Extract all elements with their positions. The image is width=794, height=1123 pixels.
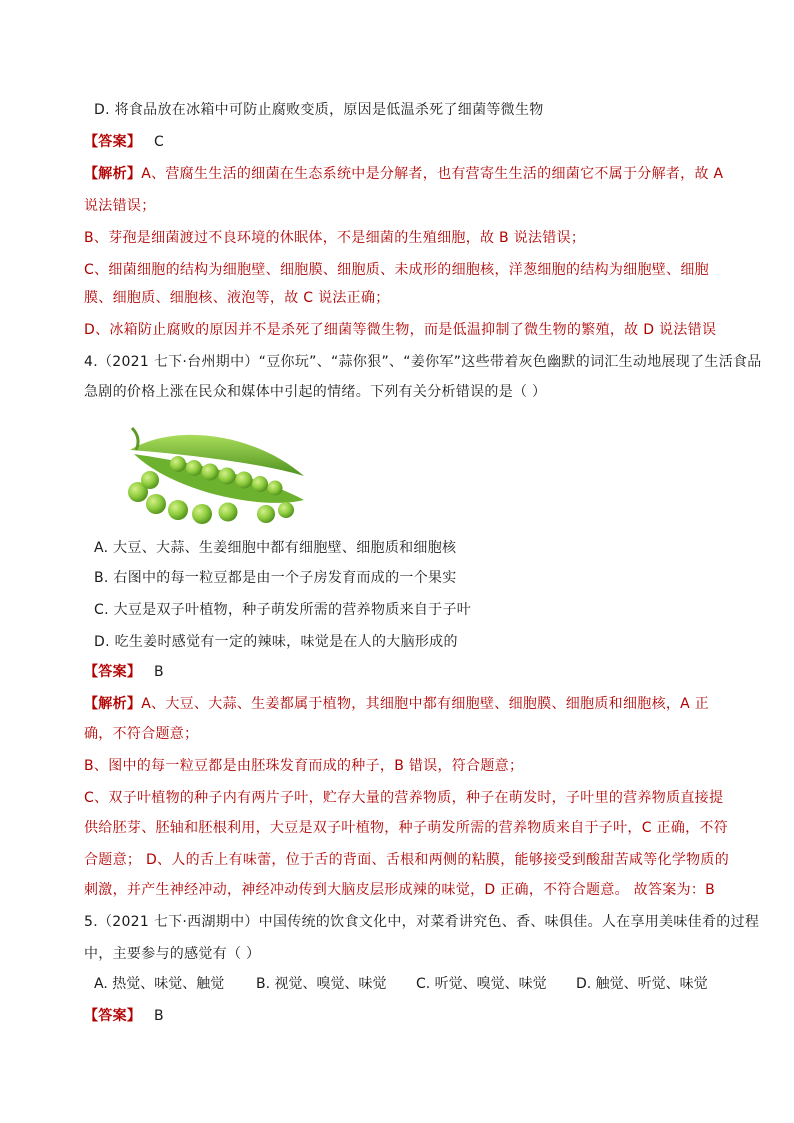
answer-value: C (153, 134, 165, 150)
q3-option-d: D. 将食品放在冰箱中可防止腐败变质，原因是低温杀死了细菌等微生物 (94, 102, 544, 118)
q5-answer (84, 1006, 164, 1026)
q3-analysis-line: B、芽孢是细菌渡过不良环境的休眠体，不是细菌的生殖细胞，故 B 说法错误； (84, 230, 586, 246)
q4-analysis-line: 供给胚芽、胚轴和胚根利用，大豆是双子叶植物，种子萌发所需的营养物质来自于子叶，C 正确，不符 (84, 820, 729, 836)
pea-pod-image (116, 414, 308, 526)
answer-value: B (153, 1008, 164, 1024)
q5-option-c: C. 听觉、嗅觉、味觉 (416, 976, 547, 992)
q3-analysis-line: 【解析】A、营腐生生活的细菌在生态系统中是分解者，也有营寄生生活的细菌它不属于分解者，故 A (84, 166, 724, 182)
q4-analysis-line: C、双子叶植物的种子内有两片子叶，贮存大量的营养物质，种子在萌发时，子叶里的营养物质直接提 (84, 790, 724, 806)
q5-option-d: D. 触觉、听觉、味觉 (576, 976, 708, 992)
q3-analysis-line: D、冰箱防止腐败的原因并不是杀死了细菌等微生物，而是低温抑制了微生物的繁殖，故 D 说法错误 (84, 322, 717, 338)
q4-analysis-line: 合题意； D、人的舌上有味蕾，位于舌的背面、舌根和两侧的粘膜，能够接受到酸甜苦咸等化学物质的 (84, 852, 730, 868)
q4-option-a: A. 大豆、大蒜、生姜细胞中都有细胞壁、细胞质和细胞核 (94, 540, 457, 556)
q4-option-c: C. 大豆是双子叶植物，种子萌发所需的营养物质来自于子叶 (94, 602, 472, 618)
q5-option-b: B. 视觉、嗅觉、味觉 (256, 976, 387, 992)
q4-analysis-line: B、图中的每一粒豆都是由胚珠发育而成的种子，B 错误，符合题意； (84, 758, 524, 774)
answer-value: B (153, 664, 164, 680)
answer-tag: 【答案】 (84, 1008, 142, 1024)
q4-analysis-line: 刺激，并产生神经冲动，神经冲动传到大脑皮层形成辣的味觉，D 正确，不符合题意。 故答案为：B (84, 882, 716, 898)
q3-answer (84, 132, 164, 152)
q5-stem-line: 5.（2021 七下·西湖期中）中国传统的饮食文化中，对菜肴讲究色、香、味俱佳。人在享用美味佳肴的过程 (84, 914, 760, 930)
analysis-tag: 【解析】 (84, 696, 142, 712)
q4-stem-line: 4.（2021 七下·台州期中）“豆你玩”、“蒜你狠”、“姜你军”这些带着灰色幽默的词汇生动地展现了生活食品 (84, 354, 762, 370)
q3-analysis-line: 说法错误； (84, 198, 156, 214)
q4-option-d: D. 吃生姜时感觉有一定的辣味，味觉是在人的大脑形成的 (94, 634, 458, 650)
answer-tag: 【答案】 (84, 664, 142, 680)
answer-tag: 【答案】 (84, 134, 142, 150)
analysis-tag: 【解析】 (84, 166, 142, 182)
q4-answer (84, 662, 164, 682)
q5-stem-line: 中，主要参与的感觉有（ ） (84, 946, 261, 962)
q4-stem-line: 急剧的价格上涨在民众和媒体中引起的情绪。下列有关分析错误的是（ ） (84, 384, 547, 400)
q3-analysis-line: 膜、细胞质、细胞核、液泡等，故 C 说法正确； (84, 290, 390, 306)
q3-analysis-line: C、细菌细胞的结构为细胞壁、细胞膜、细胞质、未成形的细胞核，洋葱细胞的结构为细胞壁、细胞 (84, 262, 709, 278)
q4-analysis-line: 确，不符合题意； (84, 726, 199, 742)
q4-option-b: B. 右图中的每一粒豆都是由一个子房发育而成的一个果实 (94, 570, 457, 586)
q4-analysis-line: 【解析】A、大豆、大蒜、生姜都属于植物，其细胞中都有细胞壁、细胞膜、细胞质和细胞核，A 正 (84, 696, 710, 712)
q5-option-a: A. 热觉、味觉、触觉 (94, 976, 225, 992)
